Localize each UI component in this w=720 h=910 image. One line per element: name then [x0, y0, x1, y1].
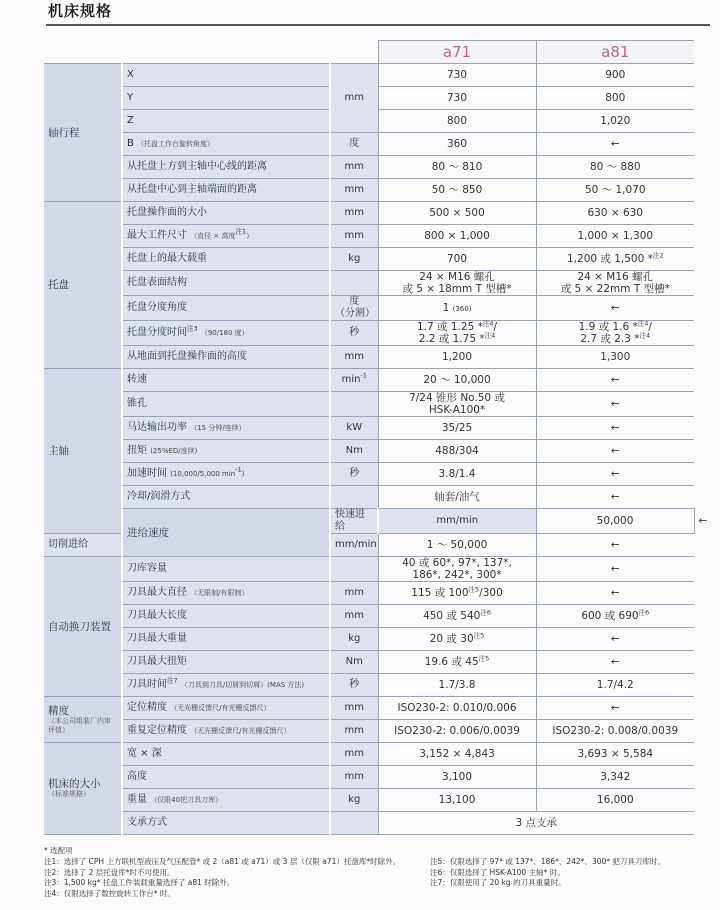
row-tool-dia: 刀具最大直径 （无限制/有限制） mm 115 或 100$^{注5}$/300 ←: [44, 582, 694, 605]
row-cutting: 切削进给 mm/min 1 ～ 50,000 ←: [44, 534, 694, 557]
row-index-time: 托盘分度时间$^{注3}$ （90/180 度） 秒 1.7 或 1.25 *$^{注4}$/ 2.2 或 1.75 *$^{注4}$ 1.9 或 1.6 *$^{注4}$/ 2.7 或 2.3 *$^{注4}$: [44, 321, 694, 346]
spec-table: [44, 40, 708, 835]
row-tool-change: 刀具时间$^{注7}$ （刀具到刀具/切屑到切屑）(MAS 方法) 秒 1.7/3.8 1.7/4.2: [44, 674, 694, 697]
row-pallet-size: 托盘 托盘操作面的大小 mm 500 × 500 630 × 630: [44, 202, 694, 225]
row-center-dist: 从托盘中心到主轴端面的距离 mm 50 ～ 850 50 ～ 1,070: [44, 179, 694, 202]
note-7: 注7：仅限使用了 20 kg 的刀具重量时。: [430, 878, 566, 887]
row-index-angle: 托盘分度角度 度 （分割） 1 (360) ←: [44, 296, 694, 321]
row-support: 支承方式 3 点支承: [44, 812, 694, 835]
row-rapid: 进给速度 快速进给 mm/min 50,000 ←: [44, 509, 694, 534]
row-y: Y 730 800: [44, 87, 694, 110]
row-top-dist: 从托盘上方到主轴中心线的距离 mm 80 ～ 810 80 ～ 880: [44, 156, 694, 179]
row-max-load: 托盘上的最大载重 kg 700 1,200 或 1,500 *$^{注2}$: [44, 248, 694, 271]
row-height: 高度 mm 3,100 3,342: [44, 766, 694, 789]
row-tool-torque: 刀具最大扭矩 Nm 19.6 或 45$^{注5}$ ←: [44, 651, 694, 674]
group-spindle: 主轴: [44, 369, 122, 534]
page-title: 机床规格: [48, 2, 113, 20]
note-5: 注5：仅限选择了 97* 或 137*、186*、242*、300* 把刀具刀库时。: [430, 857, 665, 866]
row-weight: 重量 （仅限40把刀具刀库） kg 13,100 16,000: [44, 789, 694, 812]
row-motor: 马达输出功率 （15 分钟/连续） kW 35/25 ←: [44, 417, 694, 440]
row-wd: 机床的大小 （标准规格） 宽 × 深 mm 3,152 × 4,843 3,693 × 5,584: [44, 743, 694, 766]
row-torque: 扭矩 (25%ED/连续) Nm 488/304 ←: [44, 440, 694, 463]
group-accuracy: 精度 （本公司组装厂内审评值）: [44, 697, 122, 743]
optional-note: * 选配项: [44, 846, 73, 855]
model-header-row: [44, 41, 694, 64]
note-2: 注2：选择了 2 层托盘库*时不可使用。: [44, 867, 175, 877]
group-axis: 轴行程: [44, 64, 122, 202]
notes-right: [430, 857, 665, 889]
group-pallet: 托盘: [44, 202, 122, 369]
row-floor-height: 从地面到托盘操作面的高度 mm 1,200 1,300: [44, 346, 694, 369]
row-magazine: 自动换刀装置 刀库容量 40 或 60*, 97*, 137*, 186*, 242*, 300* ←: [44, 557, 694, 582]
row-surface: 托盘表面结构 24 × M16 螺孔 或 5 × 18mm T 型槽* 24 × M16 螺孔 或 5 × 22mm T 型槽*: [44, 271, 694, 296]
row-tool-len: 刀具最大长度 mm 450 或 540$^{注6}$ 600 或 690$^{注6}$: [44, 605, 694, 628]
title-rule: [46, 24, 710, 26]
note-3: 注3：1,500 kg* 托盘工件装载重量选择了 a81 时除外。: [44, 878, 235, 887]
note-6: 注6：仅限选择了 HSK-A100 主轴* 时。: [430, 867, 565, 877]
group-size: 机床的大小 （标准规格）: [44, 743, 122, 835]
row-taper: 锥孔 7/24 锥形 No.50 或 HSK-A100* ←: [44, 392, 694, 417]
group-feed: 进给速度: [122, 509, 330, 557]
note-1: 注1：选择了 CPH 上方联机型液压及气压配管* 或 2（a81 或 a71）或 3 层（仅限 a71）托盘库*时除外。: [44, 857, 401, 866]
notes-left: [44, 857, 400, 899]
model-a81: a81: [536, 41, 694, 64]
group-atc: 自动换刀装置: [44, 557, 122, 697]
row-accel: 加速时间 (10,000/5,000 $\min^{-1}$) 秒 3.8/1.4 ←: [44, 463, 694, 486]
footnotes: [44, 846, 714, 898]
row-repeat: 重复定位精度 （无光栅反馈尺/有光栅反馈尺） mm ISO230-2: 0.006/0.0039 ISO230-2: 0.008/0.0039: [44, 720, 694, 743]
row-x: 轴行程 X mm 730 900: [44, 64, 694, 87]
row-z: Z 800 1,020: [44, 110, 694, 133]
row-speed: 主轴 转速 $\min^{-1}$ 20 ～ 10,000 ←: [44, 369, 694, 392]
row-coolant: 冷却/润滑方式 轴套/油气 ←: [44, 486, 694, 509]
note-4: 注4：仅限选择了数控旋转工作台* 时。: [44, 888, 175, 898]
row-tool-wt: 刀具最大重量 kg 20 或 30$^{注5}$ ←: [44, 628, 694, 651]
model-a71: a71: [378, 41, 536, 64]
row-positioning: 精度 （本公司组装厂内审评值） 定位精度 （无光栅反馈尺/有光栅反馈尺） mm ISO230-2: 0.010/0.006 ←: [44, 697, 694, 720]
row-max-work: 最大工件尺寸 （直径 × 高度$^{注1}$） mm 800 × 1,000 1,000 × 1,300: [44, 225, 694, 248]
row-b: B （托盘工作台旋转角度） 度 360 ←: [44, 133, 694, 156]
